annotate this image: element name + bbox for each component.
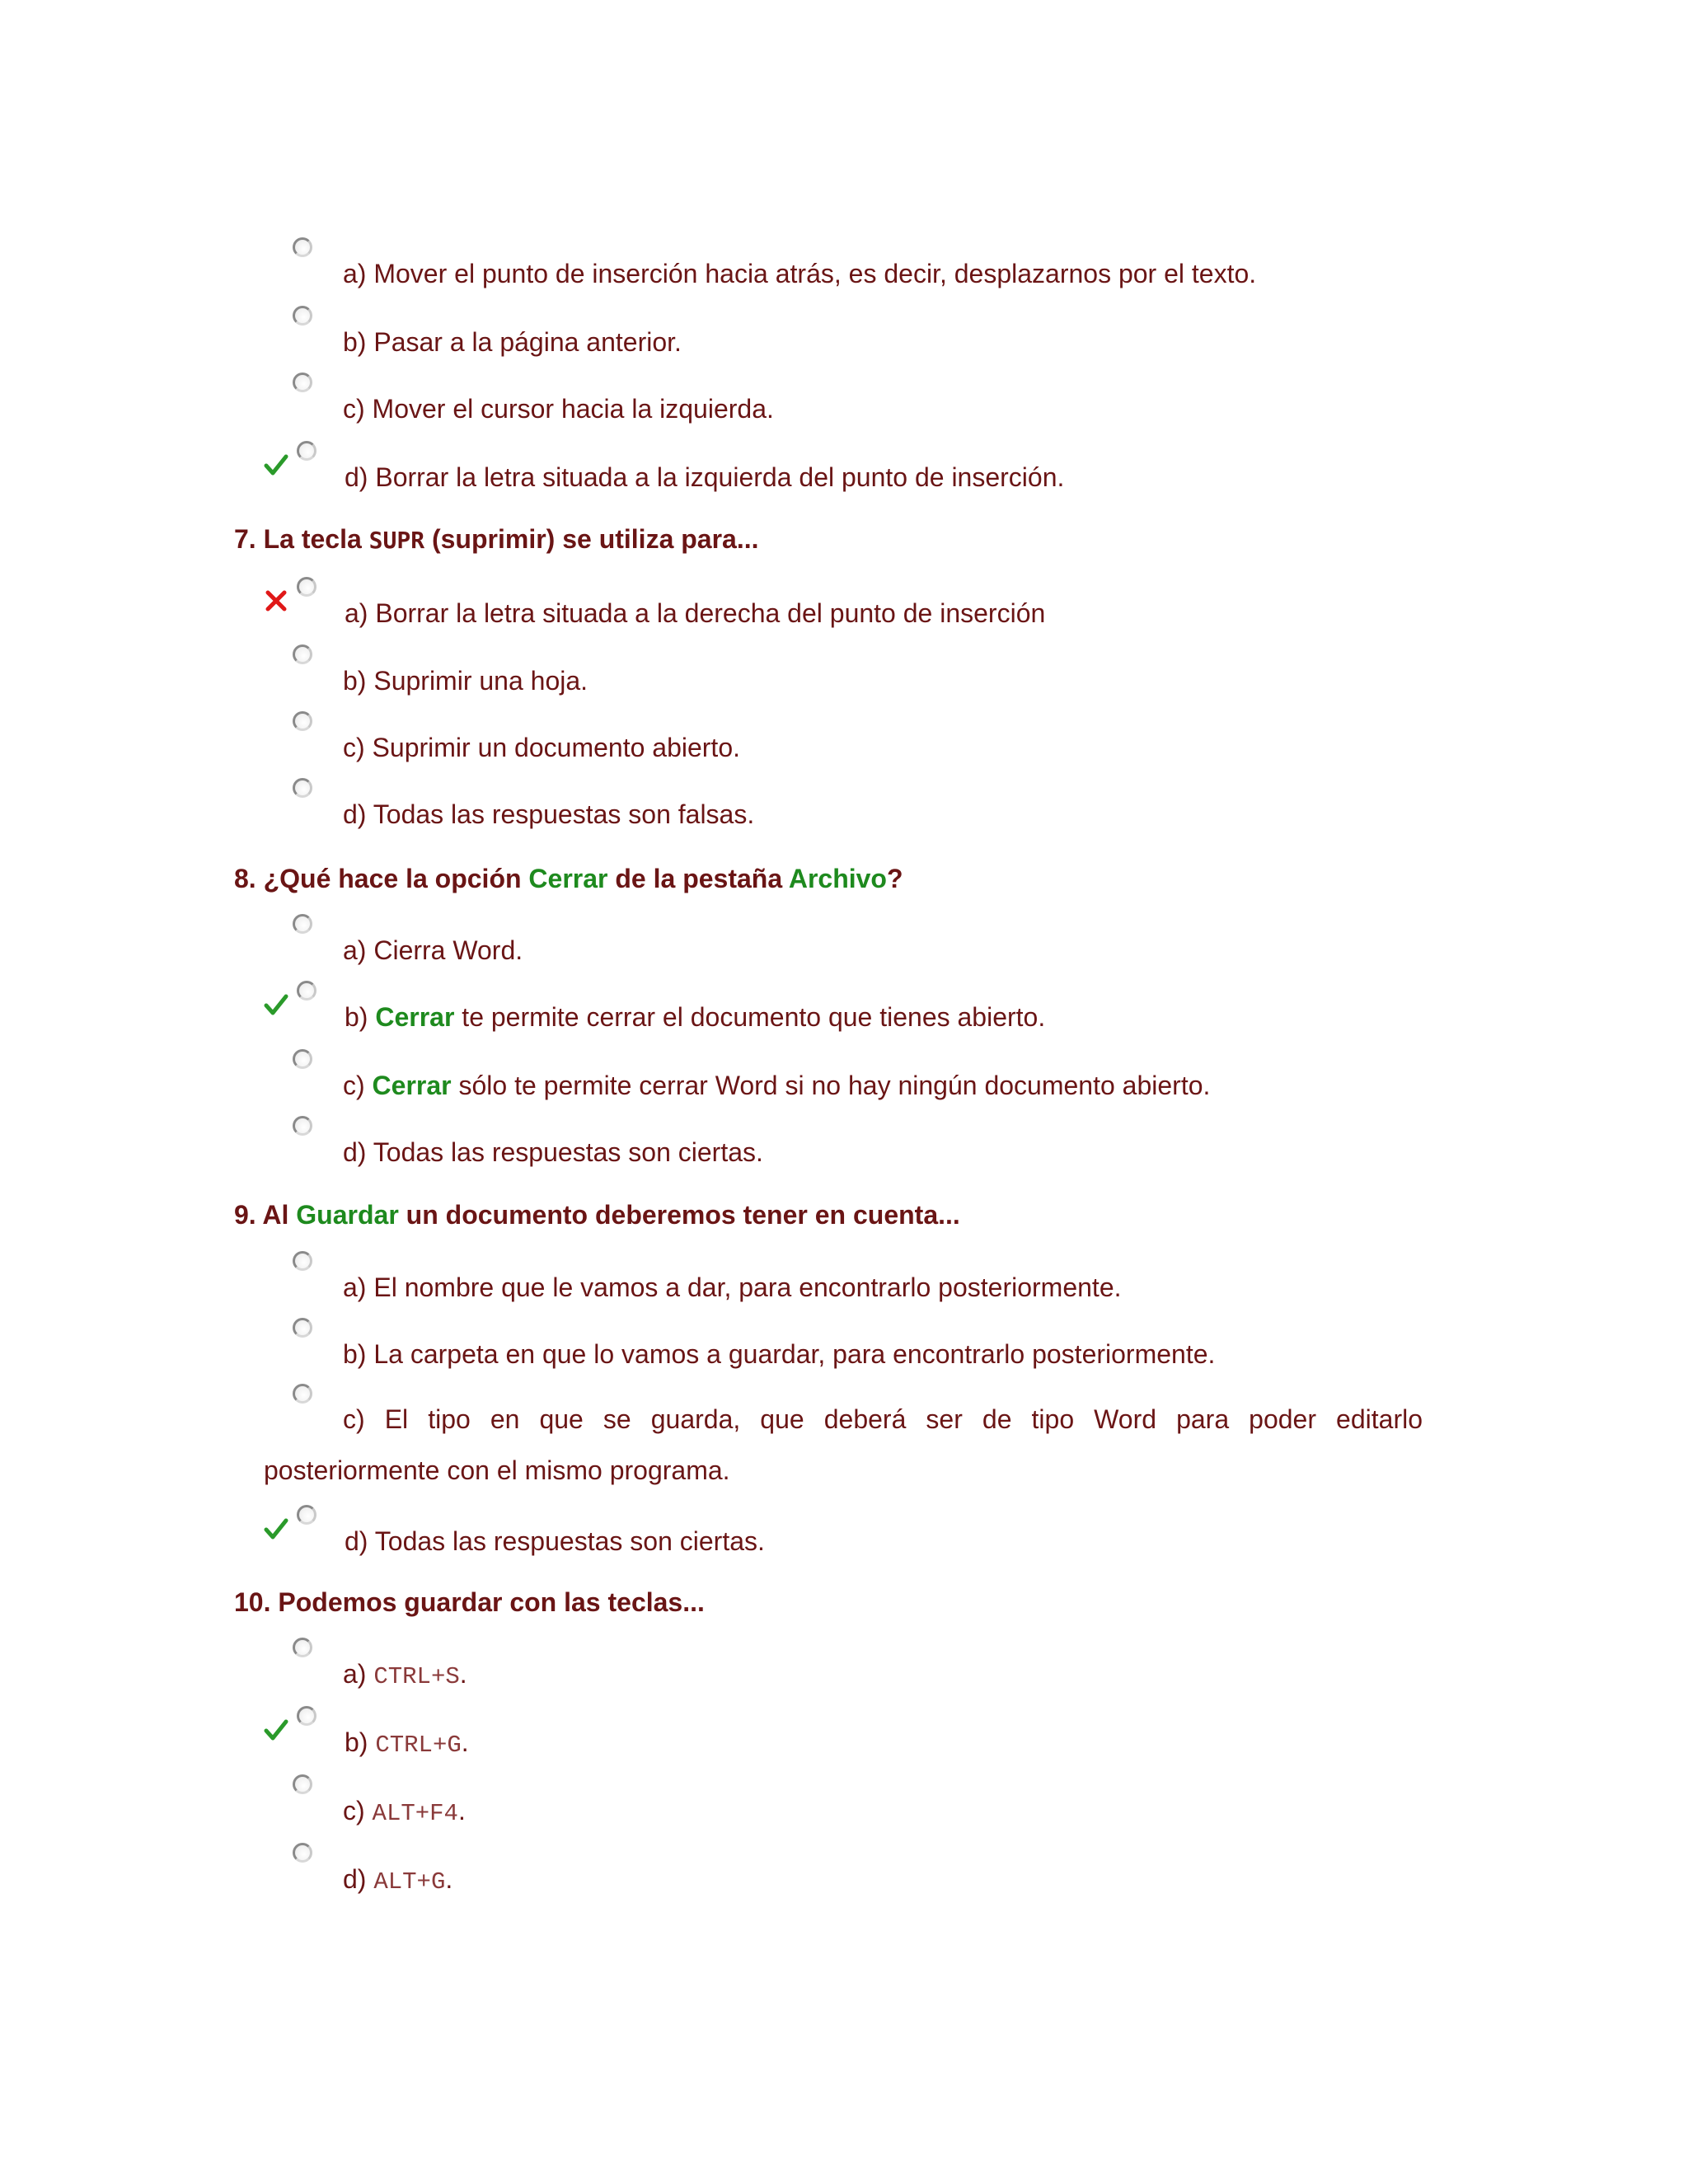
- q6-option-b[interactable]: b) Pasar a la página anterior.: [0, 306, 1688, 363]
- checkmark-icon: [264, 1516, 288, 1541]
- key-combo: CTRL+S: [373, 1663, 460, 1690]
- question-8-title: 8. ¿Qué hace la opción Cerrar de la pestaña Archivo?: [234, 864, 903, 893]
- radio-button-icon[interactable]: [293, 644, 312, 664]
- q9-option-d[interactable]: d) Todas las respuestas son ciertas.: [0, 1505, 1688, 1563]
- radio-button-icon[interactable]: [293, 914, 312, 934]
- radio-button-icon[interactable]: [297, 441, 316, 461]
- q7-option-b[interactable]: b) Suprimir una hoja.: [0, 644, 1688, 702]
- q8-option-c[interactable]: c) Cerrar sólo te permite cerrar Word si no hay ningún documento abierto.: [0, 1049, 1688, 1107]
- radio-button-icon[interactable]: [293, 237, 312, 257]
- question-10-title: 10. Podemos guardar con las teclas...: [234, 1587, 705, 1617]
- term-cerrar: Cerrar: [375, 1002, 455, 1032]
- option-text: Borrar la letra situada a la izquierda del punto de inserción.: [375, 462, 1065, 492]
- radio-button-icon[interactable]: [293, 373, 312, 392]
- q10-option-a[interactable]: a) CTRL+S.: [0, 1638, 1688, 1695]
- key-label: SUPR: [368, 527, 425, 554]
- radio-button-icon[interactable]: [293, 778, 312, 798]
- option-text: Pasar a la página anterior.: [373, 327, 682, 357]
- term-guardar: Guardar: [296, 1200, 399, 1230]
- checkmark-icon: [264, 1718, 288, 1742]
- question-7-title: 7. La tecla SUPR (suprimir) se utiliza para...: [234, 524, 759, 554]
- option-text: Todas las respuestas son ciertas.: [374, 1526, 765, 1556]
- radio-button-icon[interactable]: [293, 1318, 312, 1338]
- q7-option-a[interactable]: a) Borrar la letra situada a la derecha del punto de inserción: [0, 577, 1688, 635]
- checkmark-icon: [264, 452, 288, 477]
- cross-icon: [264, 588, 288, 613]
- q6-option-d[interactable]: d) Borrar la letra situada a la izquierda del punto de inserción.: [0, 441, 1688, 499]
- radio-button-icon[interactable]: [297, 1706, 316, 1726]
- option-text: te permite cerrar el documento que tienes abierto.: [454, 1002, 1046, 1032]
- option-text: Suprimir un documento abierto.: [372, 733, 740, 762]
- radio-button-icon[interactable]: [293, 1843, 312, 1863]
- checkmark-icon: [264, 992, 288, 1017]
- option-text: Mover el cursor hacia la izquierda.: [372, 394, 774, 424]
- q6-option-c[interactable]: c) Mover el cursor hacia la izquierda.: [0, 373, 1688, 430]
- key-combo: ALT+G: [373, 1868, 446, 1896]
- term-cerrar: Cerrar: [528, 864, 608, 893]
- radio-button-icon[interactable]: [297, 577, 316, 597]
- q8-option-d[interactable]: d) Todas las respuestas son ciertas.: [0, 1116, 1688, 1174]
- option-text: El tipo en que se guarda, que deberá ser de tipo Word para poder editarlo: [384, 1404, 1423, 1434]
- radio-button-icon[interactable]: [293, 1384, 312, 1404]
- q9-option-c-continuation: posteriormente con el mismo programa.: [264, 1455, 730, 1485]
- radio-button-icon[interactable]: [293, 1251, 312, 1271]
- term-archivo: Archivo: [788, 864, 887, 893]
- q8-option-a[interactable]: a) Cierra Word.: [0, 914, 1688, 972]
- radio-button-icon[interactable]: [297, 1505, 316, 1525]
- radio-button-icon[interactable]: [293, 1774, 312, 1794]
- radio-button-icon[interactable]: [297, 981, 316, 1001]
- option-text: Todas las respuestas son ciertas.: [373, 1137, 763, 1167]
- q10-option-b[interactable]: b) CTRL+G.: [0, 1706, 1688, 1764]
- q7-option-c[interactable]: c) Suprimir un documento abierto.: [0, 711, 1688, 769]
- q8-option-b[interactable]: b) Cerrar te permite cerrar el documento que tienes abierto.: [0, 981, 1688, 1038]
- q9-option-c-text: c) El tipo en que se guarda, que deberá ser de tipo Word para poder editarlo: [343, 1404, 1423, 1434]
- option-text: El nombre que le vamos a dar, para encontrarlo posteriormente.: [373, 1272, 1122, 1302]
- q7-option-d[interactable]: d) Todas las respuestas son falsas.: [0, 778, 1688, 836]
- key-combo: CTRL+G: [375, 1732, 462, 1759]
- radio-button-icon[interactable]: [293, 1638, 312, 1657]
- q9-option-b[interactable]: b) La carpeta en que lo vamos a guardar, para encontrarlo posteriormente.: [0, 1318, 1688, 1376]
- option-text: La carpeta en que lo vamos a guardar, para encontrarlo posteriormente.: [373, 1339, 1216, 1369]
- q9-option-a[interactable]: a) El nombre que le vamos a dar, para encontrarlo posteriormente.: [0, 1251, 1688, 1309]
- option-text: Borrar la letra situada a la derecha del punto de inserción: [375, 598, 1046, 628]
- option-text: Todas las respuestas son falsas.: [373, 799, 755, 829]
- q10-option-c[interactable]: c) ALT+F4.: [0, 1774, 1688, 1832]
- radio-button-icon[interactable]: [293, 306, 312, 326]
- term-cerrar: Cerrar: [372, 1071, 452, 1100]
- question-9-title: 9. Al Guardar un documento deberemos tener en cuenta...: [234, 1200, 960, 1230]
- radio-button-icon[interactable]: [293, 1116, 312, 1136]
- option-text: sólo te permite cerrar Word si no hay ningún documento abierto.: [451, 1071, 1211, 1100]
- option-text: Mover el punto de inserción hacia atrás, es decir, desplazarnos por el texto.: [373, 259, 1257, 288]
- option-text: Cierra Word.: [373, 935, 523, 965]
- radio-button-icon[interactable]: [293, 1049, 312, 1069]
- q6-option-a[interactable]: a) Mover el punto de inserción hacia atrás, es decir, desplazarnos por el texto.: [0, 237, 1688, 295]
- q10-option-d[interactable]: d) ALT+G.: [0, 1843, 1688, 1900]
- option-text: Suprimir una hoja.: [373, 666, 588, 696]
- radio-button-icon[interactable]: [293, 711, 312, 731]
- key-combo: ALT+F4: [372, 1800, 458, 1827]
